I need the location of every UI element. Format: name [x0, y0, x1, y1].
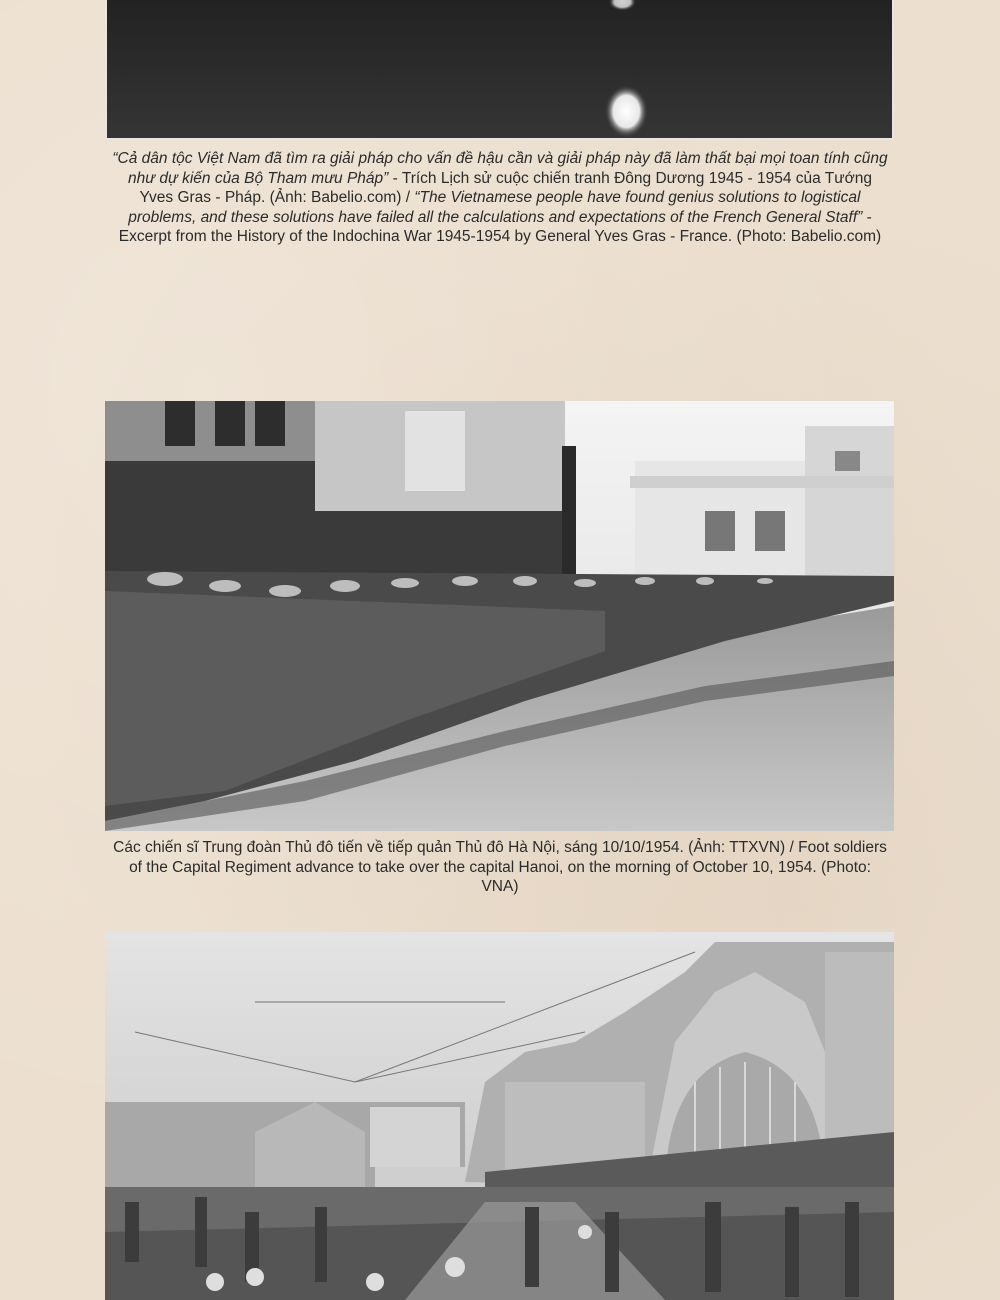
marching-soldiers-photo [105, 401, 894, 831]
caption-1-vn-source: - Trích Lịch sử cuộc chiến tranh Đông Dương 1945 - 1954 của Tướng Yves Gras - Pháp. (Ảnh: Babelio.com) / [139, 169, 873, 206]
caption-1-en-source: - Excerpt from the History of the Indochina War 1945-1954 by General Yves Gras - France. (Photo: Babelio.com) [118, 208, 882, 245]
caption-2-text: Các chiến sĩ Trung đoàn Thủ đô tiến về tiếp quản Thủ đô Hà Nội, sáng 10/10/1954. (Ảnh: TTXVN) / Foot soldiers of the Capital Regiment advance to take over the capital Hanoi, on the morning of October 10, 1954. (Photo: VNA) [113, 839, 887, 895]
night-photo [105, 0, 894, 140]
light-bottom [604, 85, 648, 138]
caption-1 [110, 149, 890, 247]
marching-soldiers-graphic [105, 401, 894, 831]
night-photo-graphic [107, 0, 892, 138]
caption-1-en-quote: “The Vietnamese people have found genius solutions to logistical problems, and these solutions have failed all the calculations and expectations of the French General Staff” [128, 189, 863, 226]
market-street-photo [105, 932, 894, 1300]
market-street-graphic [105, 932, 894, 1300]
caption-1-vn-quote: “Cả dân tộc Việt Nam đã tìm ra giải pháp cho vấn đề hậu cần và giải pháp này đã làm thất bại mọi toan tính cũng như dự kiến của Bộ Tham mưu Pháp” [112, 150, 888, 187]
caption-2 [110, 838, 890, 897]
tower [562, 446, 576, 576]
